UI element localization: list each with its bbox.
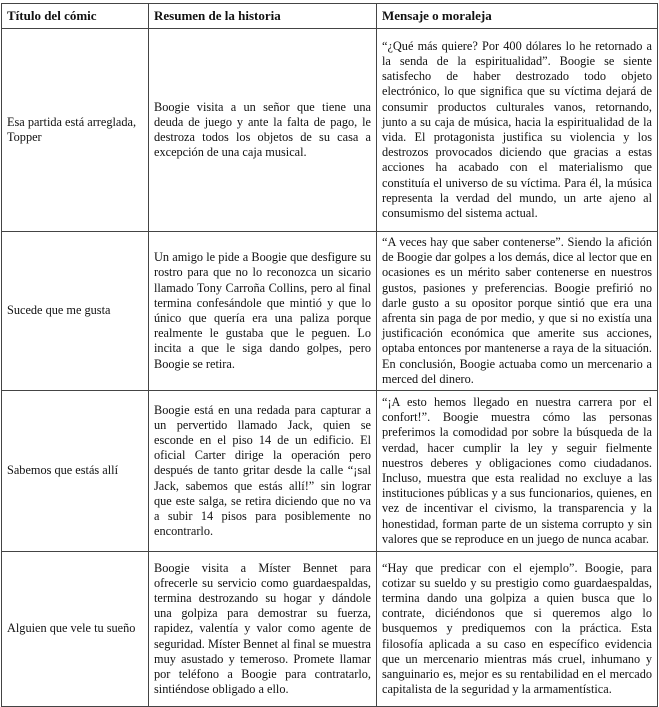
table-row xyxy=(2,29,658,232)
table-row xyxy=(2,391,658,552)
comic-title-cell: Alguien que vele tu sueño xyxy=(2,552,149,707)
story-summary-cell: Boogie está en una redada para capturar a un pervertido llamado Jack, quien se esconde en el piso 14 de un edificio. El oficial Carter dirige la operación pero después de tanto gritar desde la calle “¡sal Jack, sabemos que estás allí!” sin lograr que este salga, se retira diciendo que no va a subir 14 pisos para posiblemente no encontrarlo. xyxy=(149,391,377,552)
story-summary-cell: Boogie visita a Míster Bennet para ofrecerle su servicio como guardaespaldas, termina destrozando su hogar y dándole una golpiza para demostrar su fuerza, rapidez, valentía y valor como agente de seguridad. Míster Bennet al final se muestra muy asustado y temeroso. Promete llamar por teléfono a Boogie para contratarlo, sintiéndose obligado a ello. xyxy=(149,552,377,707)
message-cell: “¡A esto hemos llegado en nuestra carrera por el confort!”. Boogie muestra cómo las personas preferimos la comodidad por sobre la búsqueda de la verdad, hacer cumplir la ley y seguir fielmente nuestros deberes y obligaciones como ciudadanos. Incluso, muestra que esta realidad no excluye a las instituciones públicas y a sus funcionarios, quienes, en vez de incentivar el civismo, la transparencia y la honestidad, forman parte de un sistema corrupto y sin valores que se reproduce en un juego de nunca acabar. xyxy=(377,391,658,552)
message-cell: “Hay que predicar con el ejemplo”. Boogie, para cotizar su sueldo y su prestigio como guardaespaldas, termina dando una golpiza a quien busca que lo contrate, diciéndonos que si queremos algo lo busquemos y prediquemos con la práctica. Esta filosofía aplicada a su caso en específico evidencia que un mercenario mientras más cruel, inhumano y sanguinario es, mejor es su rentabilidad en el mercado capitalista de la seguridad y la armamentística. xyxy=(377,552,658,707)
story-summary-cell: Boogie visita a un señor que tiene una deuda de juego y ante la falta de pago, le destroza todos los objetos de su casa a excepción de una caja musical. xyxy=(149,29,377,232)
table-row xyxy=(2,232,658,391)
header-story-summary: Resumen de la historia xyxy=(149,4,377,29)
header-comic-title: Título del cómic xyxy=(2,4,149,29)
message-cell: “¿Qué más quiere? Por 400 dólares lo he retornado a la senda de la espiritualidad”. Boogie se siente satisfecho de haber destrozado todo objeto electrónico, lo que significa que su víctima dejará de consumir productos culturales vanos, retornando, junto a su caja de música, hacia la espiritualidad de la vida. El protagonista justifica su violencia y los destrozos provocados diciendo que gracias a estas acciones ha acabado con el materialismo que constituía el universo de su víctima. Para él, la música representa la verdad del mundo, un arte ajeno al consumismo del sistema actual. xyxy=(377,29,658,232)
table-header-row xyxy=(2,4,658,29)
comic-title-cell: Sabemos que estás allí xyxy=(2,391,149,552)
comic-summary-table xyxy=(1,3,658,707)
message-cell: “A veces hay que saber contenerse”. Siendo la afición de Boogie dar golpes a los demás, dice al lector que en ocasiones es un mérito saber contenerse en nuestros gustos, pasiones y preferencias. Boogie prefirió no darle gusto a su opositor porque sintió que era una afrenta sin paga de por medio, y que si no existía una justificación económica que amerite sus acciones, optaba entonces por mantenerse a raya de la situación. En conclusión, Boogie actuaba como un mercenario a merced del dinero. xyxy=(377,232,658,391)
header-message-moral: Mensaje o moraleja xyxy=(377,4,658,29)
story-summary-cell: Un amigo le pide a Boogie que desfigure su rostro para que no lo reconozca un sicario llamado Tony Carroña Collins, pero al final termina confesándole que mintió y que lo único que quería era una paliza porque realmente le gustaba que le peguen. Lo incita a que le siga dando golpes, pero Boogie se retira. xyxy=(149,232,377,391)
comic-title-cell: Esa partida está arreglada, Topper xyxy=(2,29,149,232)
table-row xyxy=(2,552,658,707)
comic-title-cell: Sucede que me gusta xyxy=(2,232,149,391)
